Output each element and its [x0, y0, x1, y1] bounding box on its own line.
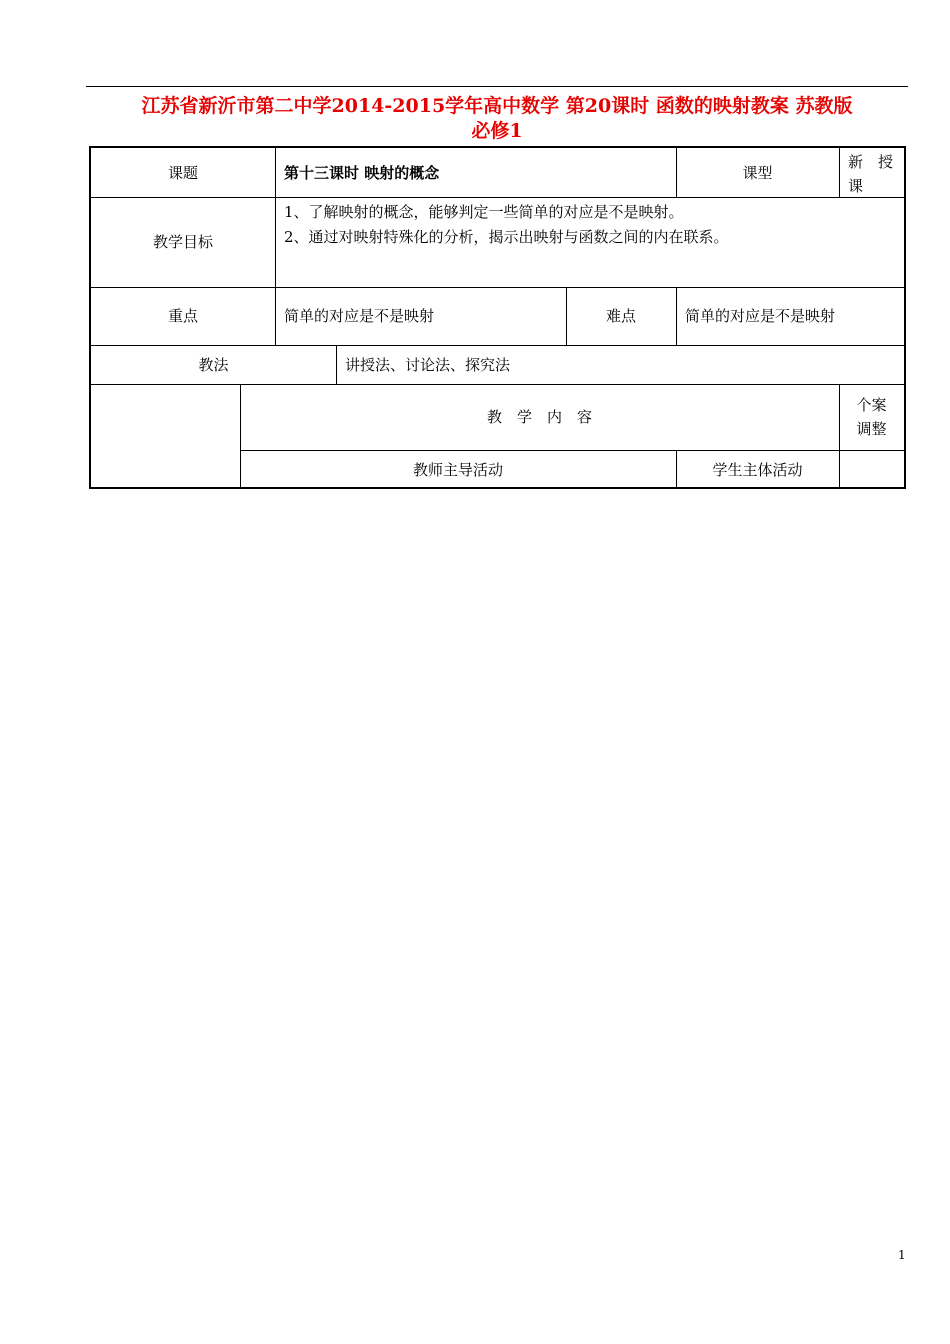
adjust-header [839, 384, 904, 450]
method-label: 教法 [198, 355, 229, 374]
header-rule [86, 86, 908, 87]
objective-2: 2、通过对映射特殊化的分析，揭示出映射与函数之间的内在联系。 [284, 228, 729, 246]
objectives-label: 教学目标 [152, 233, 213, 251]
objectives-value [275, 197, 904, 287]
focus-label: 重点 [167, 307, 198, 325]
type-label: 课型 [742, 163, 773, 182]
difficulty-label: 难点 [605, 307, 636, 325]
student-activity-header: 学生主体活动 [712, 460, 803, 479]
title-line-2: 必修1 [471, 120, 523, 142]
teacher-activity-header: 教师主导活动 [412, 460, 503, 479]
difficulty-value: 简单的对应是不是映射 [685, 307, 836, 325]
type-value-line-1: 新 授 [848, 153, 894, 171]
lesson-plan-table [89, 146, 906, 489]
topic-value: 第十三课时 映射的概念 [284, 163, 440, 182]
focus-value: 简单的对应是不是映射 [284, 307, 435, 325]
topic-label: 课题 [167, 163, 198, 182]
type-value [839, 148, 904, 197]
method-value: 讲授法、讨论法、探究法 [345, 355, 511, 374]
content-header: 教 学 内 容 [486, 408, 592, 426]
adjust-line-2: 调整 [856, 420, 887, 438]
title-line-1: 江苏省新沂市第二中学2014-2015学年高中数学 第20课时 函数的映射教案 苏教版 [141, 95, 853, 117]
page-number: 1 [898, 1248, 906, 1262]
type-value-line-2: 课 [848, 177, 864, 195]
objective-1: 1、了解映射的概念，能够判定一些简单的对应是不是映射。 [284, 203, 684, 221]
document-title [80, 94, 914, 144]
adjust-line-1: 个案 [856, 396, 887, 414]
